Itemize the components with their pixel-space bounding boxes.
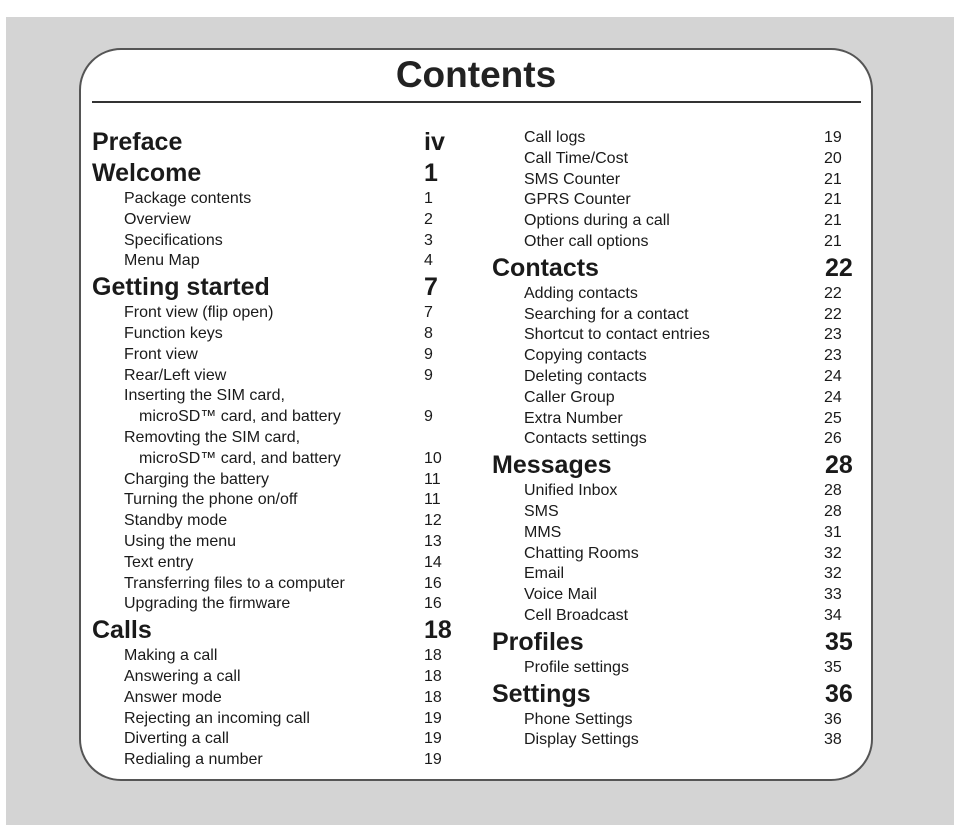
toc-entry-title: MMS	[524, 523, 562, 541]
toc-entry-page: 16	[424, 574, 442, 592]
toc-entry[interactable]	[92, 345, 462, 366]
toc-entry-page: 18	[424, 667, 442, 685]
toc-entry[interactable]	[92, 470, 462, 491]
toc-section-page: 28	[825, 451, 853, 480]
toc-entry-title: Contacts settings	[524, 430, 647, 448]
toc-section-title: Settings	[492, 679, 591, 708]
toc-section-page: iv	[424, 128, 445, 156]
toc-section-page: 1	[424, 159, 438, 187]
toc-entry[interactable]	[92, 366, 462, 387]
toc-section-page: 36	[825, 679, 853, 708]
toc-section-page: 35	[825, 627, 853, 656]
toc-entry-page: 8	[424, 324, 433, 342]
toc-entry-page: 2	[424, 210, 433, 228]
toc-entry[interactable]	[492, 585, 862, 606]
toc-entry-page: 21	[824, 170, 842, 188]
toc-entry[interactable]	[92, 553, 462, 574]
toc-entry[interactable]	[492, 325, 862, 346]
toc-section-title: Getting started	[92, 273, 270, 302]
toc-entry[interactable]	[92, 574, 462, 595]
toc-entry-page: 21	[824, 232, 842, 250]
toc-entry[interactable]	[92, 210, 462, 231]
toc-entry[interactable]	[492, 564, 862, 585]
toc-entry-title: Front view (flip open)	[124, 304, 274, 322]
toc-entry-page: 4	[424, 252, 433, 270]
toc-section[interactable]	[92, 615, 462, 646]
toc-entry[interactable]	[92, 646, 462, 667]
toc-entry[interactable]	[92, 449, 462, 470]
toc-entry-title: Specifications	[124, 231, 223, 249]
toc-entry-title: Shortcut to contact entries	[524, 326, 710, 344]
toc-entry-title: Package contents	[124, 190, 252, 207]
toc-entry-title: Turning the phone on/off	[124, 491, 298, 509]
toc-entry-page: 18	[424, 647, 442, 665]
toc-entry-page: 13	[424, 532, 442, 550]
toc-section[interactable]	[492, 253, 862, 284]
toc-entry[interactable]	[92, 251, 462, 272]
toc-entry[interactable]	[492, 211, 862, 232]
toc-entry-page: 14	[424, 553, 442, 571]
toc-entry-page: 20	[824, 149, 842, 167]
toc-entry[interactable]	[92, 189, 462, 210]
toc-entry-title: Rear/Left view	[124, 366, 227, 384]
toc-entry-title: Cell Broadcast	[524, 606, 629, 624]
toc-entry[interactable]	[92, 231, 462, 252]
toc-entry[interactable]	[92, 750, 462, 771]
toc-entry-title: Using the menu	[124, 532, 237, 550]
toc-entry[interactable]	[92, 729, 462, 750]
toc-entry[interactable]	[92, 407, 462, 428]
toc-entry[interactable]	[492, 367, 862, 388]
toc-entry-title: Phone Settings	[524, 710, 633, 728]
toc-entry-page: 38	[824, 731, 842, 749]
toc-entry-page: 16	[424, 595, 442, 613]
toc-entry-page: 31	[824, 523, 842, 541]
toc-entry[interactable]	[492, 388, 862, 409]
toc-entry[interactable]	[92, 324, 462, 345]
toc-entry-page: 11	[424, 470, 441, 488]
toc-entry-title: Chatting Rooms	[524, 544, 639, 562]
toc-entry-page: 36	[824, 710, 842, 728]
page-title: Contents	[395, 54, 557, 95]
toc-entry-title: Copying contacts	[524, 347, 647, 365]
toc-entry[interactable]	[492, 730, 862, 751]
toc-entry-page: 33	[824, 586, 842, 604]
toc-entry-title: Unified Inbox	[524, 482, 618, 500]
toc-entry-title: Adding contacts	[524, 284, 638, 302]
toc-entry[interactable]	[492, 409, 862, 430]
toc-entry-title: Diverting a call	[124, 730, 229, 748]
toc-entry-title: Caller Group	[524, 388, 615, 406]
toc-entry[interactable]	[492, 170, 862, 191]
toc-entry[interactable]	[92, 490, 462, 511]
toc-entry-title: Searching for a contact	[524, 305, 689, 323]
toc-entry-page: 12	[424, 512, 442, 530]
toc-entry-title: Answering a call	[124, 667, 241, 685]
toc-entry-title: Overview	[124, 210, 191, 228]
toc-entry[interactable]	[492, 305, 862, 326]
toc-entry[interactable]	[92, 688, 462, 709]
toc-entry-title: Profile settings	[524, 658, 629, 676]
toc-entry[interactable]	[492, 284, 862, 305]
toc-entry-title: Upgrading the firmware	[124, 595, 291, 613]
toc-section-title: Welcome	[92, 159, 202, 187]
toc-entry-title: Rejecting an incoming call	[124, 709, 310, 727]
toc-entry[interactable]	[92, 594, 462, 615]
toc-entry-title: Function keys	[124, 324, 223, 342]
toc-entry-title: Call Time/Cost	[524, 149, 629, 167]
toc-entry[interactable]	[92, 532, 462, 553]
toc-entry-title: microSD™ card, and battery	[139, 408, 341, 426]
toc-section[interactable]	[92, 127, 462, 158]
toc-section-title: Profiles	[492, 627, 584, 656]
toc-entry[interactable]	[492, 346, 862, 367]
toc-entry-page: 26	[824, 430, 842, 448]
toc-entry-page: 25	[824, 409, 842, 427]
toc-entry-page: 3	[424, 231, 433, 249]
toc-entry-title: Standby mode	[124, 512, 228, 530]
toc-entry-page: 21	[824, 191, 842, 209]
toc-section[interactable]	[492, 627, 862, 658]
toc-entry-page: 19	[824, 129, 842, 146]
toc-entry[interactable]	[492, 190, 862, 211]
toc-section-title: Calls	[92, 616, 152, 645]
toc-entry-page: 11	[424, 491, 441, 509]
toc-entry[interactable]	[92, 667, 462, 688]
toc-entry-page: 24	[824, 367, 842, 385]
toc-entry-page: 24	[824, 388, 842, 406]
toc-entry-page: 28	[824, 502, 842, 520]
toc-entry[interactable]	[492, 149, 862, 170]
toc-entry[interactable]	[492, 481, 862, 502]
toc-entry[interactable]	[492, 523, 862, 544]
toc-section-page: 22	[825, 253, 853, 282]
toc-entry-title: GPRS Counter	[524, 191, 631, 209]
toc-section-title: Preface	[92, 128, 183, 156]
toc-entry-page: 18	[424, 688, 442, 706]
toc-entry[interactable]	[92, 386, 462, 407]
toc-entry-title: Front view	[124, 345, 198, 363]
toc-entry[interactable]	[492, 544, 862, 565]
toc-section-page: 18	[424, 616, 452, 645]
toc-section-page: 7	[424, 273, 438, 302]
toc-entry-page: 23	[824, 326, 842, 344]
toc-section-title: Contacts	[492, 253, 599, 282]
toc-entry-title: Options during a call	[524, 212, 670, 230]
toc-entry-page: 22	[824, 305, 842, 323]
toc-entry-title: Deleting contacts	[524, 367, 647, 385]
toc-entry-page: 19	[424, 709, 442, 727]
toc-entry-page: 34	[824, 606, 842, 624]
toc-entry-page: 21	[824, 212, 842, 230]
toc-entry-page: 23	[824, 347, 842, 365]
toc-entry[interactable]	[492, 606, 862, 627]
toc-entry-title: Call logs	[524, 129, 586, 146]
toc-entry-page: 9	[424, 345, 433, 363]
toc-entry[interactable]	[492, 128, 862, 149]
toc-entry-page: 19	[424, 730, 442, 748]
toc-left-column	[92, 127, 462, 771]
toc-entry-title: Removting the SIM card,	[124, 428, 301, 446]
toc-entry[interactable]	[92, 511, 462, 532]
toc-entry-page: 9	[424, 366, 433, 384]
toc-entry[interactable]	[492, 658, 862, 679]
toc-entry[interactable]	[492, 502, 862, 523]
toc-entry[interactable]	[492, 232, 862, 253]
toc-entry-page: 22	[824, 284, 842, 302]
toc-entry-title: Redialing a number	[124, 751, 263, 769]
toc-entry[interactable]	[492, 710, 862, 731]
toc-entry-title: Making a call	[124, 647, 218, 665]
toc-section[interactable]	[492, 450, 862, 481]
title-divider	[92, 101, 861, 103]
toc-entry[interactable]	[92, 303, 462, 324]
toc-entry-title: Email	[524, 565, 565, 583]
toc-entry-title: SMS	[524, 502, 559, 520]
toc-section-title: Messages	[492, 451, 612, 480]
toc-entry[interactable]	[92, 428, 462, 449]
toc-section[interactable]	[492, 679, 862, 710]
toc-entry-title: Voice Mail	[524, 586, 597, 604]
toc-entry-title: Display Settings	[524, 731, 639, 749]
toc-entry-title: Other call options	[524, 232, 649, 250]
toc-entry-title: Answer mode	[124, 688, 222, 706]
toc-entry-title: Transferring files to a computer	[124, 574, 345, 592]
toc-entry-page: 9	[424, 408, 433, 426]
toc-entry-page: 10	[424, 449, 442, 467]
toc-entry-title: Text entry	[124, 553, 194, 571]
toc-entry-page: 32	[824, 565, 842, 583]
toc-entry-page: 28	[824, 482, 842, 500]
toc-entry[interactable]	[492, 429, 862, 450]
toc-section[interactable]	[92, 272, 462, 303]
toc-entry-page: 32	[824, 544, 842, 562]
toc-entry-title: microSD™ card, and battery	[139, 449, 341, 467]
toc-entry-title: Inserting the SIM card,	[124, 387, 285, 405]
toc-entry[interactable]	[92, 709, 462, 730]
toc-entry-page: 1	[424, 190, 433, 207]
toc-entry-page: 35	[824, 658, 842, 676]
toc-right-column	[492, 128, 862, 751]
toc-section[interactable]	[92, 158, 462, 189]
toc-entry-page: 19	[424, 751, 442, 769]
toc-entry-title: Menu Map	[124, 252, 200, 270]
toc-entry-title: Extra Number	[524, 409, 623, 427]
toc-entry-title: Charging the battery	[124, 470, 269, 488]
toc-entry-title: SMS Counter	[524, 170, 621, 188]
toc-entry-page: 7	[424, 304, 433, 322]
